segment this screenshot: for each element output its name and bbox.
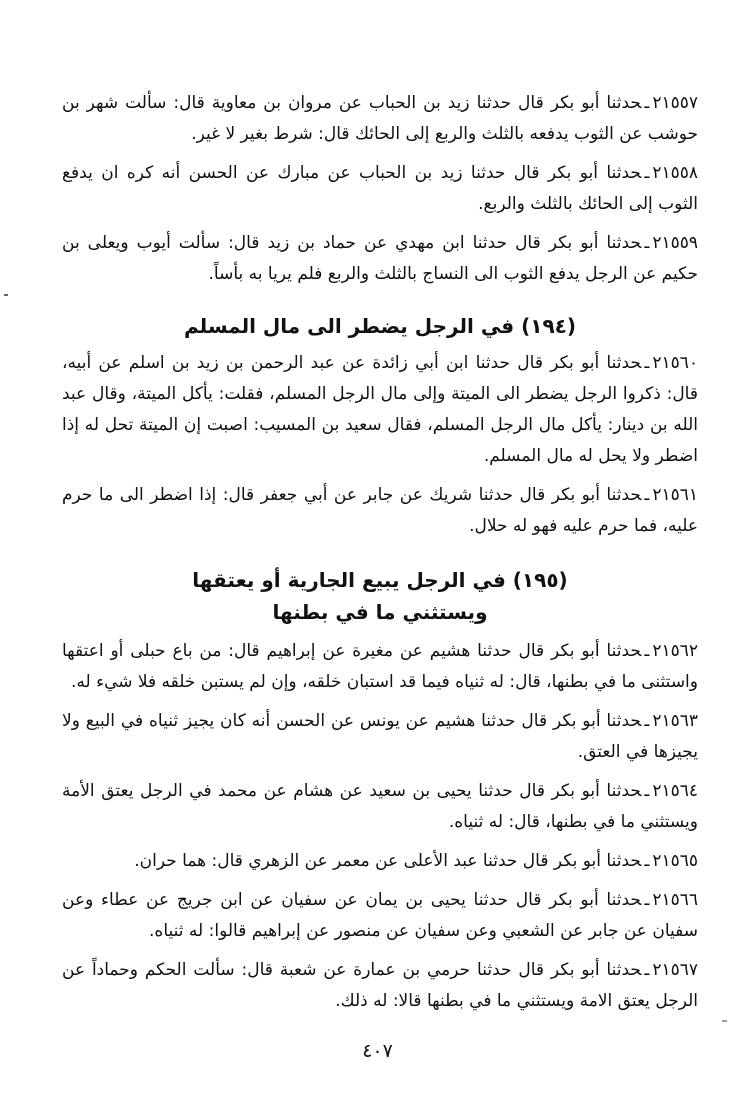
hadith-entry: ٢١٥٦٠ـحدثنا أبو بكر قال حدثنا ابن أبي زائدة عن عبد الرحمن بن زيد بن اسلم عن أبيه، قال: ذكروا الرجل يضطر الى الميتة وإلى مال الرجل المسلم، فقلت: يأكل الميتة، وقال عبد الله بن دينار: يأكل مال الرجل المسلم، فقال سعيد بن المسيب: اصبت إن الميتة تحل له إذا اضطر ولا يحل له مال المسلم. <box>62 353 698 466</box>
entry-text: حدثنا أبو بكر قال حدثنا زيد بن الحباب عن مروان بن معاوية قال: سألت شهر بن حوشب عن الثوب يدفعه بالثلث والربع إلى الحائك قال: شرط بغير لا غير. <box>62 93 698 144</box>
hadith-entry: ٢١٥٥٨ـحدثنا أبو بكر قال حدثنا زيد بن الحباب عن مبارك عن الحسن أنه كره ان يدفع الثوب إلى الحائك بالثلث والربع. <box>62 163 698 214</box>
entry-text: حدثنا أبو بكر قال حدثنا ابن مهدي عن حماد بن زيد قال: سألت أيوب ويعلى بن حكيم عن الرجل يدفع الثوب الى النساج بالثلث والربع فلم يريا به بأساً. <box>62 233 698 284</box>
hadith-entry: ٢١٥٥٩ـحدثنا أبو بكر قال حدثنا ابن مهدي عن حماد بن زيد قال: سألت أيوب ويعلى بن حكيم عن الرجل يدفع الثوب الى النساج بالثلث والربع فلم يريا به بأساً. <box>62 233 698 284</box>
hadith-entry: ٢١٥٦٥ـحدثنا أبو بكر قال حدثنا عبد الأعلى عن معمر عن الزهري قال: هما حران. <box>134 851 698 871</box>
entry-text: حدثنا أبو بكر قال حدثنا يحيى بن يمان عن سفيان عن ابن جريج عن عطاء وعن سفيان عن جابر عن الشعبي وعن سفيان عن منصور عن إبراهيم قالوا: له ثنياه. <box>62 890 698 941</box>
entry-number: ٢١٥٦٢ <box>652 641 698 661</box>
entry-text: حدثنا أبو بكر قال حدثنا ابن أبي زائدة عن عبد الرحمن بن زيد بن اسلم عن أبيه، قال: ذكروا الرجل يضطر الى الميتة وإلى مال الرجل المسلم، فقلت: يأكل الميتة، وقال عبد الله بن دينار: يأكل مال الرجل المسلم، فقال سعيد بن المسيب: اصبت إن الميتة تحل له إذا اضطر ولا يحل له مال المسلم. <box>62 353 698 466</box>
entry-text: حدثنا أبو بكر قال حدثنا زيد بن الحباب عن مبارك عن الحسن أنه كره ان يدفع الثوب إلى الحائك بالثلث والربع. <box>62 163 698 214</box>
entry-number: ٢١٥٦٠ <box>652 353 698 373</box>
hadith-entry: ٢١٥٦٦ـحدثنا أبو بكر قال حدثنا يحيى بن يمان عن سفيان عن ابن جريج عن عطاء وعن سفيان عن جابر عن الشعبي وعن سفيان عن منصور عن إبراهيم قالوا: له ثنياه. <box>62 890 698 941</box>
page-number: ٤٠٧ <box>362 1040 393 1062</box>
chapter-heading: (١٩٤) في الرجل يضطر الى مال المسلم <box>183 314 577 338</box>
entry-number: ٢١٥٦٦ <box>652 890 698 910</box>
entry-number: ٢١٥٥٨ <box>652 163 698 183</box>
chapter-heading-line: (١٩٥) في الرجل يبيع الجارية أو يعتقها <box>192 568 568 592</box>
hadith-entry: ٢١٥٦٣ـحدثنا أبو بكر قال حدثنا هشيم عن يونس عن الحسن أنه كان يجيز ثنياه في البيع ولا يجيزها في العتق. <box>62 711 698 762</box>
chapter-heading <box>62 564 698 628</box>
entry-number: ٢١٥٦١ <box>652 485 698 505</box>
entry-number: ٢١٥٦٣ <box>652 711 698 731</box>
entry-text: حدثنا أبو بكر قال حدثنا هشيم عن يونس عن الحسن أنه كان يجيز ثنياه في البيع ولا يجيزها في العتق. <box>62 711 698 762</box>
hadith-entry: ٢١٥٦٤ـحدثنا أبو بكر قال حدثنا يحيى بن سعيد عن هشام عن محمد في الرجل يعتق الأمة ويستثني ما في بطنها، قال: له ثنياه. <box>62 781 698 832</box>
page-body <box>62 88 698 1025</box>
entry-text: حدثنا أبو بكر قال حدثنا يحيى بن سعيد عن هشام عن محمد في الرجل يعتق الأمة ويستثني ما في بطنها، قال: له ثنياه. <box>62 781 698 832</box>
margin-mark <box>4 294 8 296</box>
entry-number: ٢١٥٥٩ <box>652 233 698 253</box>
hadith-entry: ٢١٥٦١ـحدثنا أبو بكر قال حدثنا شريك عن جابر عن أبي جعفر قال: إذا اضطر الى ما حرم عليه، فما حرم عليه فهو له حلال. <box>62 485 698 536</box>
entry-text: حدثنا أبو بكر قال حدثنا هشيم عن مغيرة عن إبراهيم قال: من باع حبلى أو اعتقها واستثنى ما في بطنها، قال: له ثنياه فيما قد استبان خلقه، وإن لم يستبن خلقه فلا شيء له. <box>62 641 698 692</box>
entry-number: ٢١٥٦٤ <box>652 781 698 801</box>
margin-mark <box>722 1020 727 1022</box>
hadith-entry: ٢١٥٥٧ـحدثنا أبو بكر قال حدثنا زيد بن الحباب عن مروان بن معاوية قال: سألت شهر بن حوشب عن الثوب يدفعه بالثلث والربع إلى الحائك قال: شرط بغير لا غير. <box>62 93 698 144</box>
entry-number: ٢١٥٦٥ <box>652 851 698 871</box>
entry-number: ٢١٥٥٧ <box>652 93 698 113</box>
entry-number: ٢١٥٦٧ <box>652 960 698 980</box>
hadith-entry: ٢١٥٦٧ـحدثنا أبو بكر قال حدثنا حرمي بن عمارة عن شعبة قال: سألت الحكم وحماداً عن الرجل يعتق الامة ويستثني ما في بطنها قالا: له ذلك. <box>62 960 698 1011</box>
entry-text: حدثنا أبو بكر قال حدثنا حرمي بن عمارة عن شعبة قال: سألت الحكم وحماداً عن الرجل يعتق الامة ويستثني ما في بطنها قالا: له ذلك. <box>62 960 698 1011</box>
entry-text: حدثنا أبو بكر قال حدثنا شريك عن جابر عن أبي جعفر قال: إذا اضطر الى ما حرم عليه، فما حرم عليه فهو له حلال. <box>62 485 698 536</box>
chapter-heading-line: ويستثني ما في بطنها <box>272 600 488 624</box>
entry-text: حدثنا أبو بكر قال حدثنا عبد الأعلى عن معمر عن الزهري قال: هما حران. <box>134 851 642 871</box>
hadith-entry: ٢١٥٦٢ـحدثنا أبو بكر قال حدثنا هشيم عن مغيرة عن إبراهيم قال: من باع حبلى أو اعتقها واستثنى ما في بطنها، قال: له ثنياه فيما قد استبان خلقه، وإن لم يستبن خلقه فلا شيء له. <box>62 641 698 692</box>
